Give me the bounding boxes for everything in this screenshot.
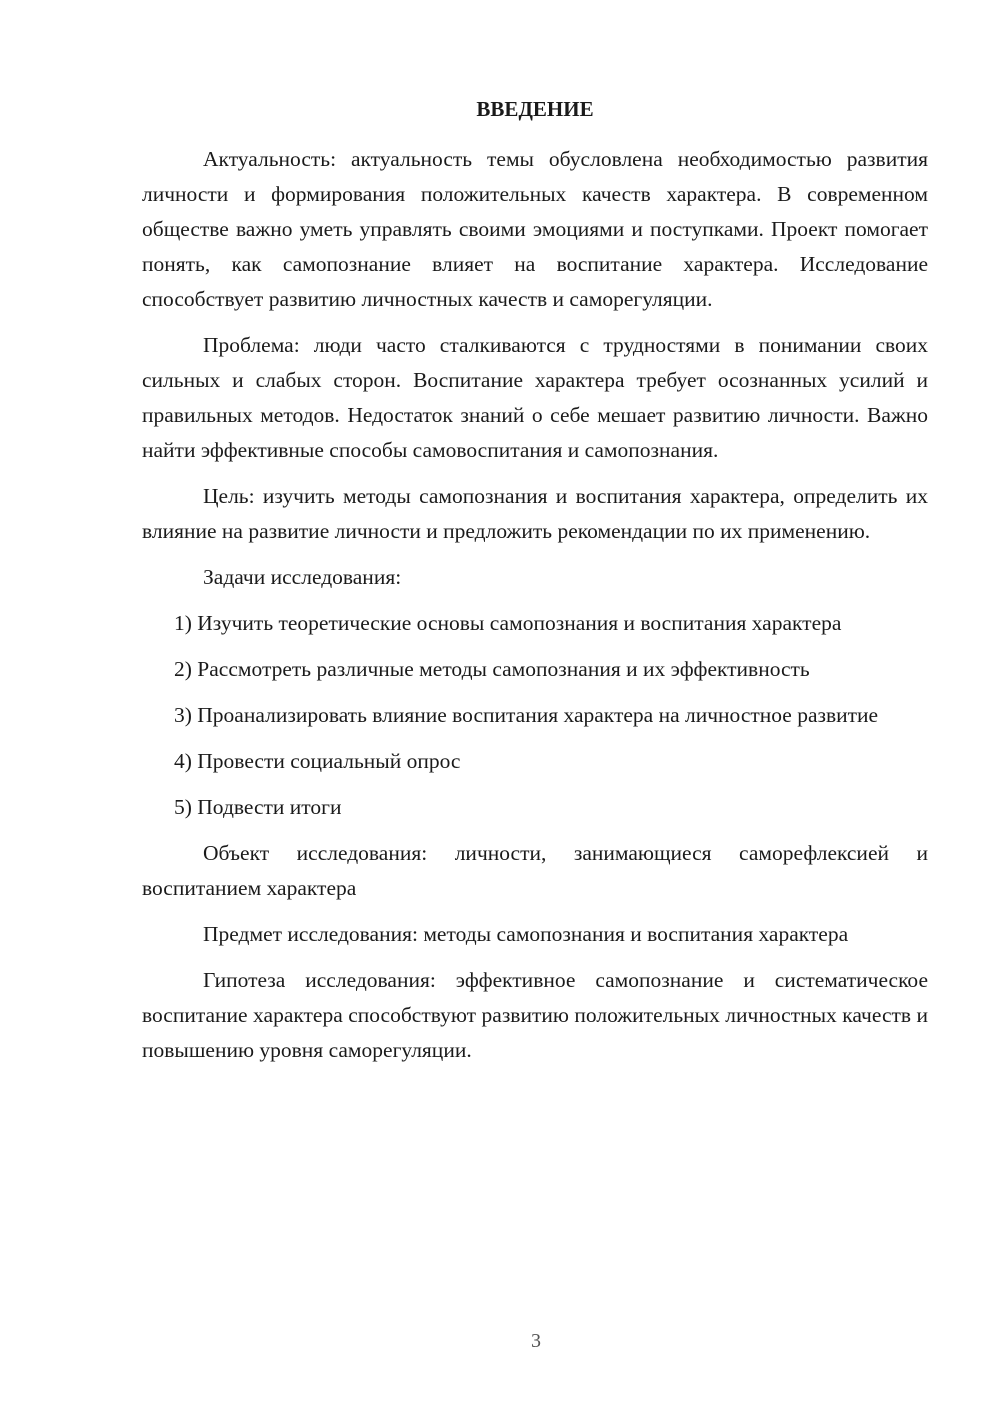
task-item: 5) Подвести итоги bbox=[174, 795, 342, 819]
subject-paragraph: Предмет исследования: методы самопознания и воспитания характера bbox=[203, 922, 849, 946]
tasks-heading: Задачи исследования: bbox=[203, 565, 402, 589]
goal-paragraph: Цель: изучить методы самопознания и воспитания характера, определить их влияние на развитие личности и предложить рекомендации по их применению. bbox=[142, 484, 928, 543]
relevance-paragraph: Актуальность: актуальность темы обусловлена необходимостью развития личности и формирования положительных качеств характера. В современном обществе важно уметь управлять своими эмоциями и поступками. Проект помогает понять, как самопознание влияет на воспитание характера. Исследование способствует развитию личностных качеств и саморегуляции. bbox=[142, 147, 928, 311]
object-paragraph: Объект исследования: личности, занимающиеся саморефлексией и воспитанием характера bbox=[142, 841, 928, 900]
problem-paragraph: Проблема: люди часто сталкиваются с трудностями в понимании своих сильных и слабых сторон. Воспитание характера требует осознанных усилий и правильных методов. Недостаток знаний о себе мешает развитию личности. Важно найти эффективные способы самовоспитания и самопознания. bbox=[142, 333, 928, 462]
page-number: 3 bbox=[531, 1330, 541, 1352]
task-item: 2) Рассмотреть различные методы самопознания и их эффективность bbox=[174, 657, 810, 681]
section-title: ВВЕДЕНИЕ bbox=[476, 97, 594, 121]
document-page bbox=[142, 92, 928, 1079]
task-item: 4) Провести социальный опрос bbox=[174, 749, 461, 773]
task-item: 3) Проанализировать влияние воспитания характера на личностное развитие bbox=[174, 703, 879, 727]
task-item: 1) Изучить теоретические основы самопознания и воспитания характера bbox=[174, 611, 842, 635]
hypothesis-paragraph: Гипотеза исследования: эффективное самопознание и систематическое воспитание характера способствуют развитию положительных личностных качеств и повышению уровня саморегуляции. bbox=[142, 968, 928, 1062]
